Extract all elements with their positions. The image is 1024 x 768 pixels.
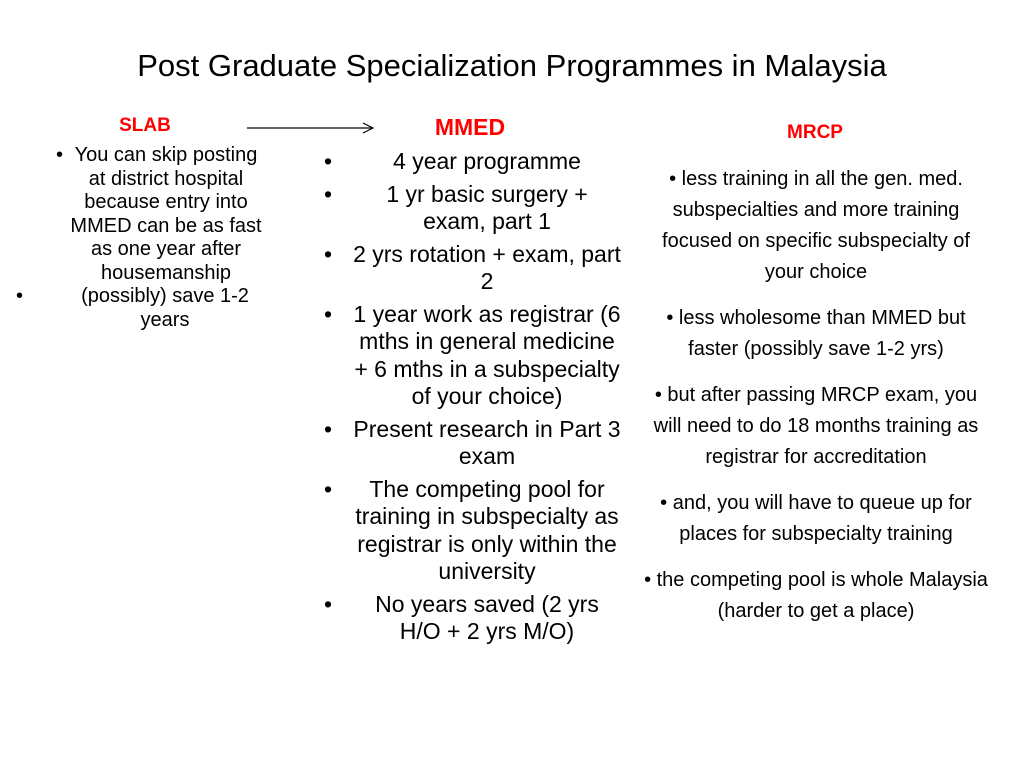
mrcp-point-list	[640, 164, 992, 642]
mmed-bullet-list	[318, 148, 628, 651]
mmed-bullet-item	[318, 416, 628, 471]
mmed-bullet-text: 1 year work as registrar (6 mths in general medicine + 6 mths in a subspecialty of your choice)	[353, 300, 621, 409]
bullet-icon: •	[324, 475, 333, 502]
mrcp-point: • but after passing MRCP exam, you will need to do 18 months training as registrar for accreditation	[653, 384, 979, 468]
mrcp-heading: MRCP	[787, 122, 843, 143]
mmed-bullet-text: The competing pool for training in subspecialty as registrar is only within the university	[355, 475, 619, 584]
right-arrow-icon	[247, 120, 377, 136]
mmed-bullet-text: 4 year programme	[393, 148, 581, 174]
mrcp-point: • and, you will have to queue up for places for subspecialty training	[660, 492, 972, 545]
mmed-bullet-item	[318, 241, 628, 296]
bullet-icon: •	[324, 180, 333, 207]
mrcp-point: • less training in all the gen. med. subspecialties and more training focused on specific subspecialty of your choice	[662, 168, 970, 283]
slab-heading: SLAB	[119, 115, 171, 136]
mmed-bullet-item	[318, 301, 628, 411]
bullet-icon: •	[324, 148, 333, 174]
mmed-bullet-text: No years saved (2 yrs H/O + 2 yrs M/O)	[375, 590, 599, 644]
mmed-bullet-text: Present research in Part 3 exam	[353, 415, 621, 469]
slide-title: Post Graduate Specialization Programmes in Malaysia	[137, 48, 887, 83]
mrcp-point: • less wholesome than MMED but faster (possibly save 1-2 yrs)	[666, 307, 966, 360]
bullet-icon: •	[324, 300, 333, 327]
mmed-bullet-item	[318, 591, 628, 646]
mmed-bullet-text: 1 yr basic surgery + exam, part 1	[386, 180, 588, 234]
slab-bullet-list	[16, 144, 278, 332]
bullet-icon: •	[16, 285, 24, 307]
mmed-bullet-item	[318, 148, 628, 176]
bullet-icon: •	[324, 415, 333, 442]
mmed-bullet-item	[318, 181, 628, 236]
slab-bullet-text: You can skip posting at district hospital because entry into MMED can be as fast as one year after housemanship	[70, 144, 262, 284]
mmed-heading: MMED	[434, 114, 506, 140]
bullet-icon: •	[56, 144, 64, 166]
bullet-icon: •	[324, 240, 333, 267]
slab-bullet-text: (possibly) save 1-2 years	[81, 285, 249, 331]
slab-bullet-item	[16, 285, 278, 332]
mmed-bullet-item	[318, 476, 628, 586]
mrcp-point: • the competing pool is whole Malaysia (harder to get a place)	[644, 569, 988, 622]
slab-bullet-item	[16, 144, 278, 285]
bullet-icon: •	[324, 590, 333, 617]
mmed-bullet-text: 2 yrs rotation + exam, part 2	[353, 240, 621, 294]
